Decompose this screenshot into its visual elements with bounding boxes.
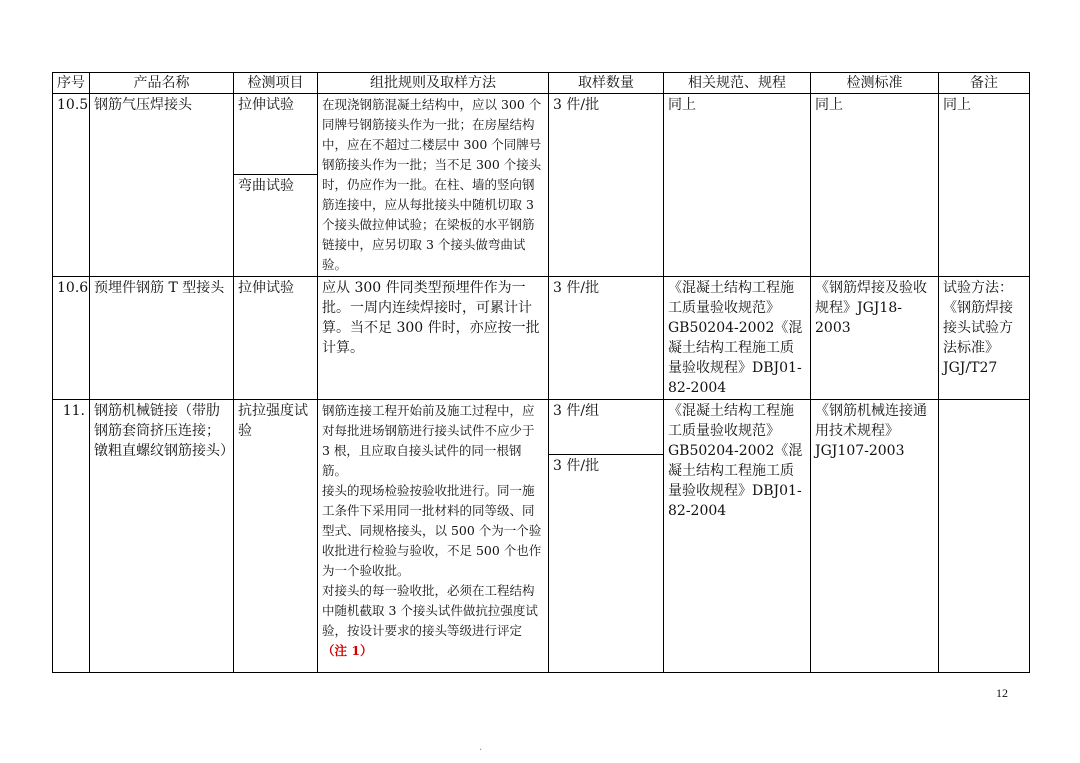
header-qty: 取样数量 — [549, 73, 664, 94]
footer-mark: . — [479, 742, 483, 753]
row-standard: 同上 — [811, 94, 939, 277]
note-reference: （注 1） — [322, 643, 373, 658]
row-rule: 在现浇钢筋混凝土结构中，应以 300 个同牌号钢筋接头作为一批；在房屋结构中，应在不超过二楼层中 300 个同牌号钢筋接头作为一批；当不足 300 个接头时，仍应作为一批。在柱、墙的竖向钢筋连接中，应从每批接头中随机切取 3 个接头做拉伸试验；在梁板的水平钢筋链接中，应另切取 3 个接头做弯曲试验。 — [318, 94, 549, 277]
row-rule: 应从 300 件同类型预埋件作为一批。一周内连续焊接时，可累计计算。当不足 300 件时，亦应按一批计算。 — [318, 277, 549, 400]
row-qty: 3 件/批 — [549, 94, 664, 277]
header-spec: 相关规范、规程 — [664, 73, 811, 94]
page-number: 12 — [996, 686, 1008, 700]
row-standard: 《钢筋焊接及验收规程》JGJ18-2003 — [811, 277, 939, 400]
row-item: 抗拉强度试验 — [234, 400, 318, 673]
rule-paragraph: 接头的现场检验按验收批进行。同一施工条件下采用同一批材料的同等级、同型式、同规格接头，以 500 个为一个验收批进行检验与验收，不足 500 个也作为一个验收批。 — [322, 483, 542, 578]
row-no: 10.5 — [53, 94, 90, 277]
row-standard: 《钢筋机械连接通用技术规程》JGJ107-2003 — [811, 400, 939, 673]
row-product: 预埋件钢筋 T 型接头 — [90, 277, 234, 400]
row-qty: 3 件/组 — [549, 400, 664, 455]
row-qty: 3 件/批 — [549, 277, 664, 400]
row-remark: 同上 — [939, 94, 1030, 277]
row-qty: 3 件/批 — [549, 455, 664, 673]
rule-paragraph — [322, 581, 544, 661]
table-row — [53, 277, 1030, 400]
header-rule: 组批规则及取样方法 — [318, 73, 549, 94]
row-item: 拉伸试验 — [234, 94, 318, 175]
header-product: 产品名称 — [90, 73, 234, 94]
header-standard: 检测标准 — [811, 73, 939, 94]
row-spec: 同上 — [664, 94, 811, 277]
header-no: 序号 — [53, 73, 90, 94]
table-row — [53, 94, 1030, 175]
row-no: 10.6 — [53, 277, 90, 400]
rule-text: 对接头的每一验收批，必须在工程结构中随机截取 3 个接头试件做抗拉强度试验，按设计要求的接头等级进行评定 — [322, 583, 538, 638]
row-remark — [939, 400, 1030, 673]
inspection-table — [52, 72, 1030, 673]
row-remark: 试验方法：《钢筋焊接接头试验方法标准》JGJ/T27 — [939, 277, 1030, 400]
rule-paragraph: 钢筋连接工程开始前及施工过程中，应对每批进场钢筋进行接头试件不应少于 3 根，且应取自接头试件的同一根钢筋。 — [322, 403, 535, 478]
row-product: 钢筋机械链接（带肋钢筋套筒挤压连接；镦粗直螺纹钢筋接头） — [90, 400, 234, 673]
table-row — [53, 400, 1030, 455]
row-spec: 《混凝土结构工程施工质量验收规范》GB50204-2002《混凝土结构工程施工质量验收规程》DBJ01-82-2004 — [664, 400, 811, 673]
header-remark: 备注 — [939, 73, 1030, 94]
row-product: 钢筋气压焊接头 — [90, 94, 234, 277]
row-rule — [318, 400, 549, 673]
row-item: 弯曲试验 — [234, 175, 318, 277]
row-spec: 《混凝土结构工程施工质量验收规范》GB50204-2002《混凝土结构工程施工质量验收规程》DBJ01-82-2004 — [664, 277, 811, 400]
row-no: 11. — [53, 400, 90, 673]
row-item: 拉伸试验 — [234, 277, 318, 400]
header-row — [53, 73, 1030, 94]
header-item: 检测项目 — [234, 73, 318, 94]
